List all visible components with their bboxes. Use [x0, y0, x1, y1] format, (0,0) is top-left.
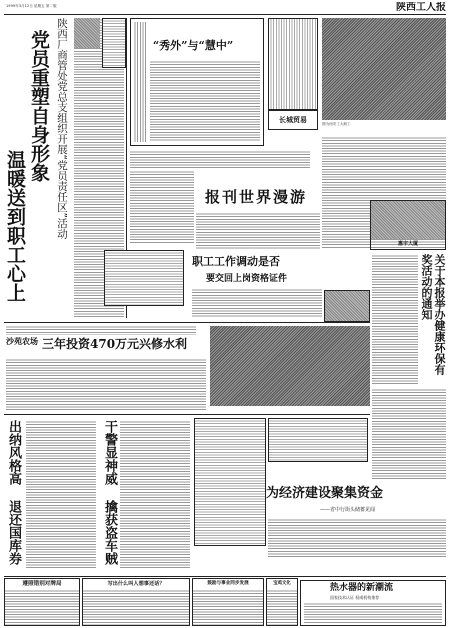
bottom-mid2-title: 鼓励与事业同步发展 — [207, 581, 249, 586]
logo-ad — [268, 110, 318, 130]
photo-caption: 图为西安工大职工 — [322, 122, 351, 126]
center-notice-box-2 — [268, 418, 368, 462]
party-sidebar-box — [102, 18, 126, 68]
center-notice-box — [194, 418, 266, 546]
water-heater-headline: 热水器的新潮流 — [330, 583, 394, 593]
recruit-headline: 职工工作调动是否 — [192, 255, 280, 268]
recruit-body — [192, 288, 322, 318]
left-ad-box — [104, 250, 184, 306]
pride-body-left — [133, 22, 147, 142]
shop-sign-ad — [370, 200, 446, 250]
notice-headline: 关于本报举办健康环保有奖活动的通知 — [420, 254, 446, 375]
entertain-body — [130, 170, 194, 244]
farm-subhead: 三年投资470万元兴修水利 — [42, 337, 188, 351]
labor-subhead: 退还国库券 — [6, 500, 21, 565]
bottom-mid2-box — [192, 578, 264, 626]
entertain-body-right — [196, 212, 320, 250]
labor-headline: 出纳风格高 — [6, 420, 21, 485]
ganbu-headline: 干警显神威 — [102, 420, 117, 485]
mid-band-body — [130, 150, 310, 168]
masthead: 陕西工人报 — [396, 2, 446, 13]
party-main-kicker: 陕西厂商管处党总支组织开展“党员责任区”活动 — [56, 18, 68, 239]
ganbu-body — [120, 420, 190, 570]
farm-body-top — [6, 325, 196, 335]
farm-photo — [210, 326, 370, 406]
party-photo — [74, 18, 100, 48]
top-right-photo — [322, 18, 446, 120]
shop-sign-text: 惠宇大厦 — [397, 241, 418, 247]
water-heater-subhead: 国家技术认证 权威机构推荐 — [330, 595, 380, 600]
bottom-mid-box — [82, 578, 190, 626]
economy-body — [268, 518, 446, 558]
pharm-ad — [268, 18, 318, 110]
date-line: 1999年3月12日 星期五 第二版 — [6, 4, 57, 8]
pride-body — [150, 60, 260, 142]
economy-body-right — [372, 388, 446, 480]
logo-text: 长城贸易 — [279, 115, 307, 125]
header-rule — [4, 14, 446, 15]
notice-body — [372, 254, 418, 384]
farm-headline: 沙苑农场 — [6, 336, 38, 346]
water-heater-body — [304, 602, 442, 624]
bottom-right-box — [266, 578, 298, 626]
bottom-left-box — [4, 578, 80, 626]
recruit-subhead: 要交回上岗资格证件 — [206, 274, 288, 284]
economy-headline: 为经济建设聚集资金 — [266, 486, 384, 501]
bottom-left-title: 遵照错别对牌局 — [22, 581, 62, 587]
recruit-ad — [324, 290, 370, 322]
labor-body — [26, 420, 96, 570]
farm-body — [6, 358, 206, 410]
party-main-headline-2: 温暖送到职工心上 — [4, 150, 26, 302]
pride-headline: “秀外”与“慧中” — [152, 39, 234, 52]
ganbu-subhead: 擒获盗车贼 — [102, 500, 117, 565]
bottom-mid-title: 写出什么叫人想事还话？ — [107, 581, 165, 587]
entertain-headline: 报刊世界漫游 — [204, 188, 307, 206]
bottom-right-title: 宝鸡文化 — [273, 581, 291, 586]
economy-subhead: ——省中行街头储蓄见闻 — [320, 507, 376, 513]
party-main-headline-1: 党员重塑自身形象 — [28, 30, 50, 182]
